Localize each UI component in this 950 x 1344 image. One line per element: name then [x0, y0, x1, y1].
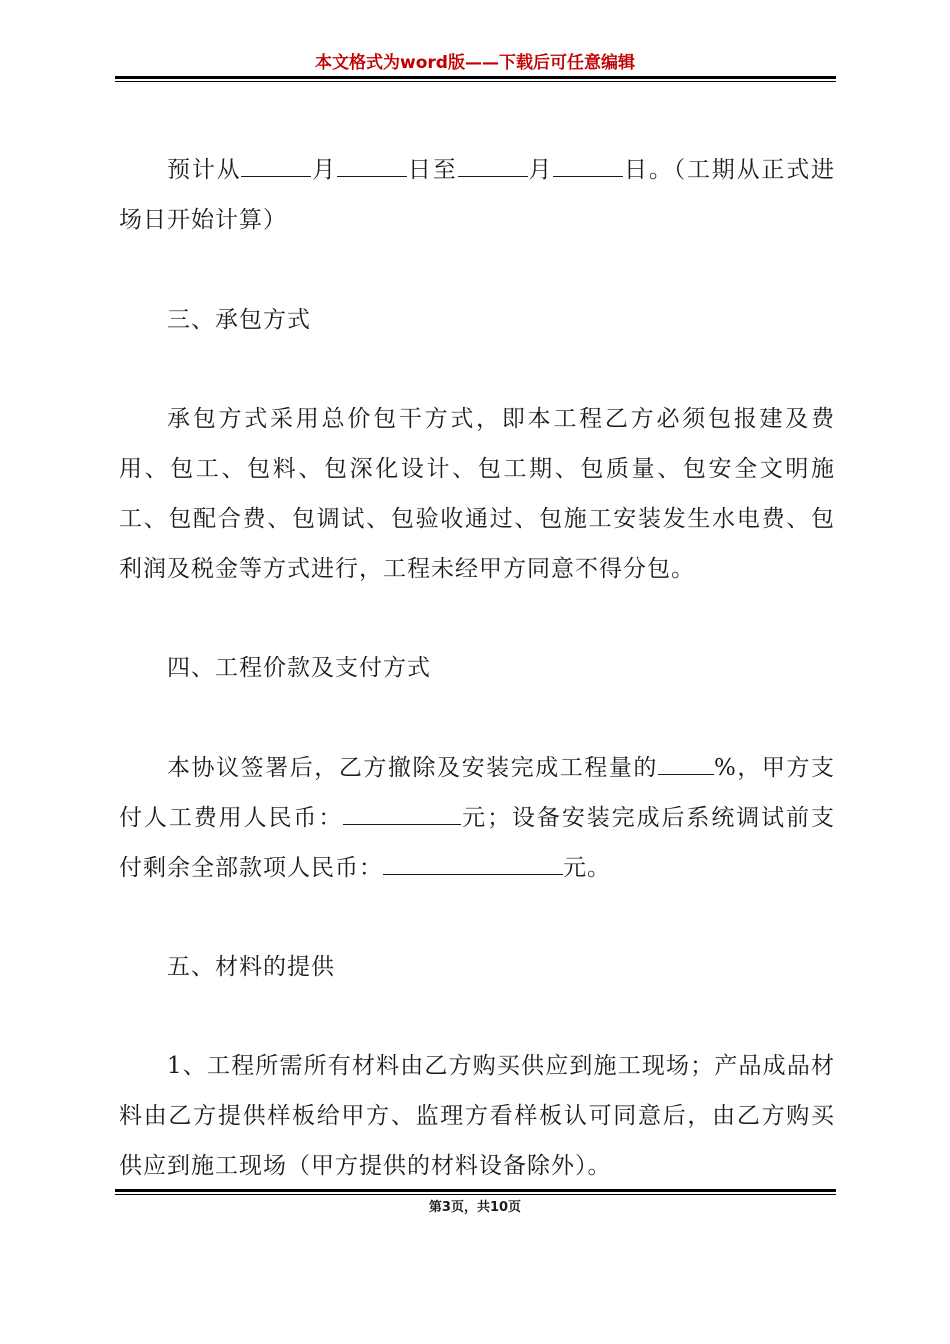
section-heading-3: 三、承包方式 — [167, 307, 311, 333]
blank-field — [658, 756, 714, 775]
blank-field — [383, 856, 563, 875]
page-number: 第3页，共10页 — [428, 1200, 522, 1215]
blank-field — [553, 158, 623, 177]
text-run: 月 — [311, 157, 338, 183]
header-rule-thick — [115, 76, 836, 79]
section-heading-4: 四、工程价款及支付方式 — [167, 655, 431, 681]
header-banner: 本文格式为word版——下载后可任意编辑 — [315, 53, 635, 73]
text-run: 日。（工期从正式进场日开始计算） — [119, 157, 836, 233]
footer-rule-thin — [115, 1194, 836, 1195]
section-heading-5: 五、材料的提供 — [167, 954, 335, 980]
text-run: 本协议签署后，乙方撤除及安装完成工程量的 — [167, 755, 658, 781]
text-run: %，甲方支付人工费用人民币： — [119, 755, 835, 831]
paragraph-contract-method: 承包方式采用总价包干方式，即本工程乙方必须包报建及费用、包工、包料、包深化设计、包工期、包质量、包安全文明施工、包配合费、包调试、包验收通过、包施工安装发生水电费、包利润及税金等方式进行，工程未经甲方同意不得分包。 — [119, 406, 835, 582]
text-run: 元。 — [563, 855, 611, 881]
text-run: 月 — [527, 157, 554, 183]
footer-rule-thick — [115, 1189, 836, 1192]
blank-field — [343, 806, 461, 825]
text-run: 预计从 — [167, 157, 242, 183]
paragraph-schedule — [119, 145, 835, 245]
header-rule-thin — [115, 81, 836, 82]
blank-field — [337, 158, 407, 177]
text-run: 元；设备安装完成后系统调试前支付剩余全部款项人民币： — [119, 805, 836, 881]
paragraph-materials: 1、工程所需所有材料由乙方购买供应到施工现场；产品成品材料由乙方提供样板给甲方、监理方看样板认可同意后，由乙方购买供应到施工现场（甲方提供的材料设备除外）。 — [119, 1053, 835, 1179]
blank-field — [458, 158, 528, 177]
blank-field — [241, 158, 311, 177]
paragraph-payment — [119, 743, 835, 893]
text-run: 日至 — [407, 157, 458, 183]
